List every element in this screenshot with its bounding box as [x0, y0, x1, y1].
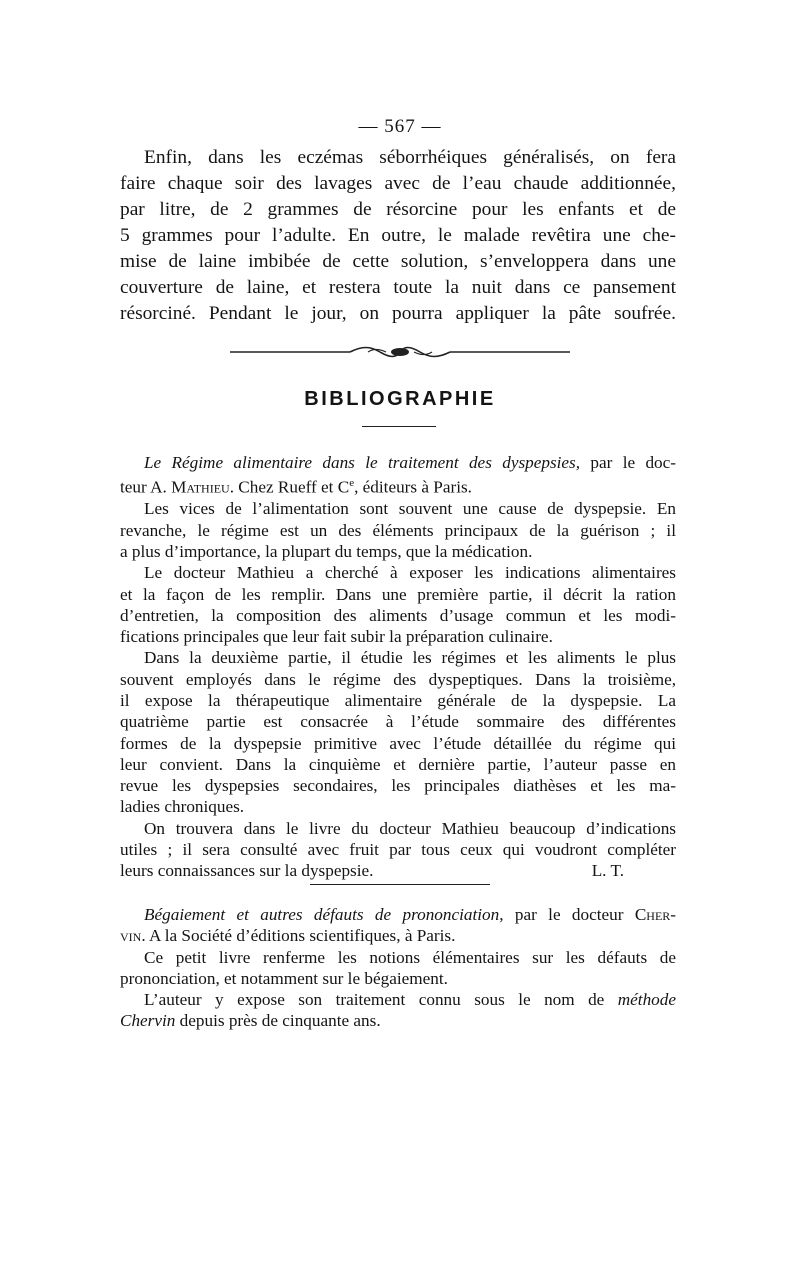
text-line: prononciation, et notamment sur le bégaiement.	[120, 968, 448, 988]
text-line: fications principales que leur fait subir la préparation culinaire.	[120, 627, 553, 647]
title-underline	[362, 426, 436, 427]
text-line: leurs connaissances sur la dyspepsie.	[120, 861, 374, 881]
text-line: mise de laine imbibée de cette solution, s’enveloppera dans une	[120, 251, 676, 272]
text-line: leur convient. Dans la cinquième et dernière partie, l’auteur passe en	[120, 754, 676, 774]
text-line: couverture de laine, et restera toute la nuit dans ce pansement	[120, 277, 676, 298]
text-line: Enfin, dans les eczémas séborrhéiques généralisés, on fera	[144, 147, 676, 168]
section-title: BIBLIOGRAPHIE	[304, 388, 496, 410]
review-mathieu	[120, 452, 676, 882]
superscript: e	[349, 477, 355, 490]
book-title: Bégaiement et autres défauts de prononciation,	[144, 905, 504, 924]
text-line: formes de la dyspepsie primitive avec l’étude détaillée du régime qui	[120, 733, 676, 753]
ornamental-divider	[230, 344, 570, 360]
text-line: Le docteur Mathieu a cherché à exposer les indications alimentaires	[144, 563, 676, 583]
intro-paragraph	[120, 145, 676, 327]
text-line	[120, 989, 676, 1010]
text-line: résorciné. Pendant le jour, on pourra appliquer la pâte soufrée.	[120, 303, 676, 324]
body-text: L’auteur y expose son traitement connu sous le nom de	[144, 990, 618, 1010]
review-heading-line	[120, 452, 676, 473]
text-line: d’entretien, la composition des aliments d’usage commun et les modi-	[120, 605, 676, 625]
heading-text: . Chez Rueff et C	[229, 478, 350, 498]
heading-text: par le doc-	[580, 453, 676, 472]
heading-text: , éditeurs à Paris.	[354, 478, 472, 498]
text-line: Ce petit livre renferme les notions élémentaires sur les défauts de	[144, 947, 676, 967]
author-name: vin	[120, 926, 142, 946]
text-line: revue les dyspepsies secondaires, les principales diathèses et les ma-	[120, 776, 676, 796]
signature-line	[120, 860, 676, 881]
body-text: depuis près de cinquante ans.	[175, 1011, 381, 1031]
method-name: Chervin	[120, 1011, 176, 1031]
text-line: par litre, de 2 grammes de résorcine pour les enfants et de	[120, 199, 676, 220]
review-chervin	[120, 904, 676, 1032]
review-heading-line	[120, 904, 676, 925]
heading-text: . A la Société d’éditions scientifiques, à Paris.	[141, 926, 456, 946]
text-line	[120, 1010, 676, 1031]
text-line: il expose la thérapeutique alimentaire générale de la dyspepsie. La	[120, 691, 676, 710]
heading-text: par le docteur	[503, 905, 635, 924]
text-line: quatrième partie est consacrée à l’étude sommaire des différentes	[120, 712, 676, 732]
review-heading-line	[120, 473, 676, 498]
author-name: Cher-	[634, 905, 676, 924]
text-line: ladies chroniques.	[120, 797, 245, 817]
text-line: a plus d’importance, la plupart du temps, que la médication.	[120, 541, 533, 561]
text-line: Les vices de l’alimentation sont souvent une cause de dyspepsie. En	[144, 499, 676, 519]
text-line: Dans la deuxième partie, il étudie les régimes et les aliments le plus	[144, 648, 676, 668]
text-line: et la façon de les remplir. Dans une première partie, il décrit la ration	[120, 584, 676, 604]
page-number: — 567 —	[358, 116, 442, 137]
book-title: Le Régime alimentaire dans le traitement des dyspepsies,	[144, 453, 581, 472]
text-line: 5 grammes pour l’adulte. En outre, le malade revêtira une che-	[120, 225, 676, 246]
text-line: On trouvera dans le livre du docteur Mathieu beaucoup d’indications	[144, 818, 676, 838]
author-name: Mathieu	[171, 478, 230, 498]
review-heading-line	[120, 925, 676, 946]
text-line: revanche, le régime est un des éléments principaux de la guérison ; il	[120, 520, 676, 540]
review-separator	[310, 884, 490, 885]
heading-text: teur A.	[120, 478, 172, 498]
text-line: faire chaque soir des lavages avec de l’eau chaude additionnée,	[120, 173, 676, 194]
method-name: méthode	[617, 990, 676, 1010]
text-line: souvent employés dans le régime des dyspeptiques. Dans la troisième,	[120, 669, 676, 689]
review-signature: L. T.	[591, 861, 624, 881]
text-line: utiles ; il sera consulté avec fruit par tous ceux qui voudront compléter	[120, 840, 676, 860]
